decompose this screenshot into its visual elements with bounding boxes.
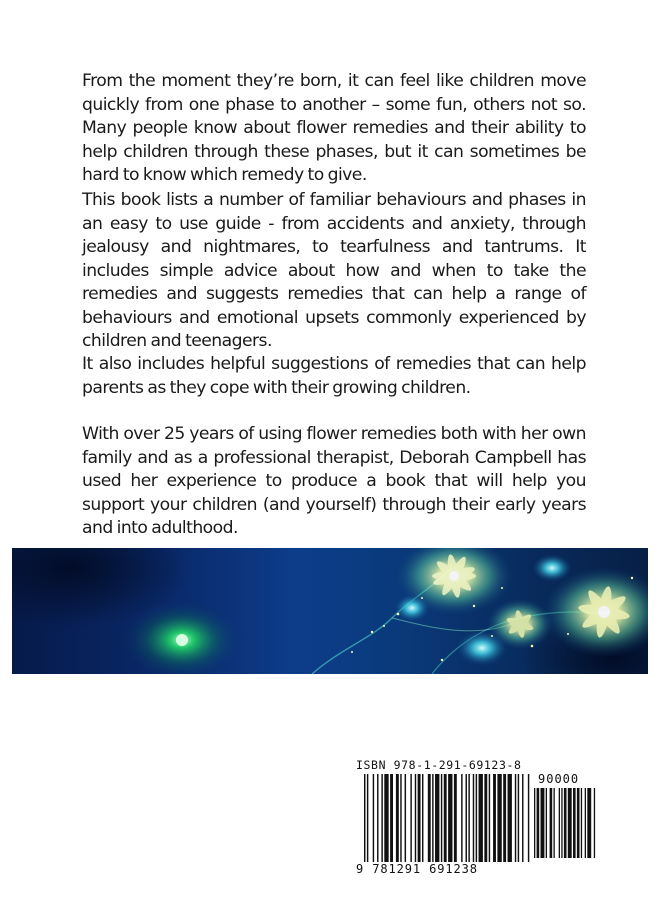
addon-barcode-bars <box>534 788 598 858</box>
blurb-paragraph: This book lists a number of familiar behaviours and phases in an easy to use guide - from accidents and anxiety, through jealousy and nightmares, to tearfulness and tantrums. It includes simple advice about how and when to take the remedies and suggests remedies that can help a range of behaviours and emotional upsets commonly experienced by children and teenagers. <box>82 190 586 351</box>
blurb-paragraph: With over 25 years of using flower remedies both with her own family and as a professional therapist, Deborah Campbell has used her experience to produce a book that will help you support your children (and yourself) through their early years and into adulthood. <box>82 424 586 538</box>
flower-banner-art <box>12 548 648 674</box>
isbn-label: ISBN 978-1-291-69123-8 <box>356 758 522 772</box>
blurb-paragraph: It also includes helpful suggestions of remedies that can help parents as they cope with their growing children. <box>82 354 586 398</box>
flower-banner-image <box>12 548 648 674</box>
isbn-barcode <box>350 756 602 881</box>
barcode-bars <box>364 774 530 862</box>
barcode-digits: 9 781291 691238 <box>356 862 478 876</box>
price-code: 90000 <box>538 772 580 786</box>
blurb-paragraph: From the moment they’re born, it can feel like children move quickly from one phase to another – some fun, others not so. Many people know about flower remedies and their ability to help children through these phases, but it can sometimes be hard to know which remedy to give. <box>82 71 586 185</box>
